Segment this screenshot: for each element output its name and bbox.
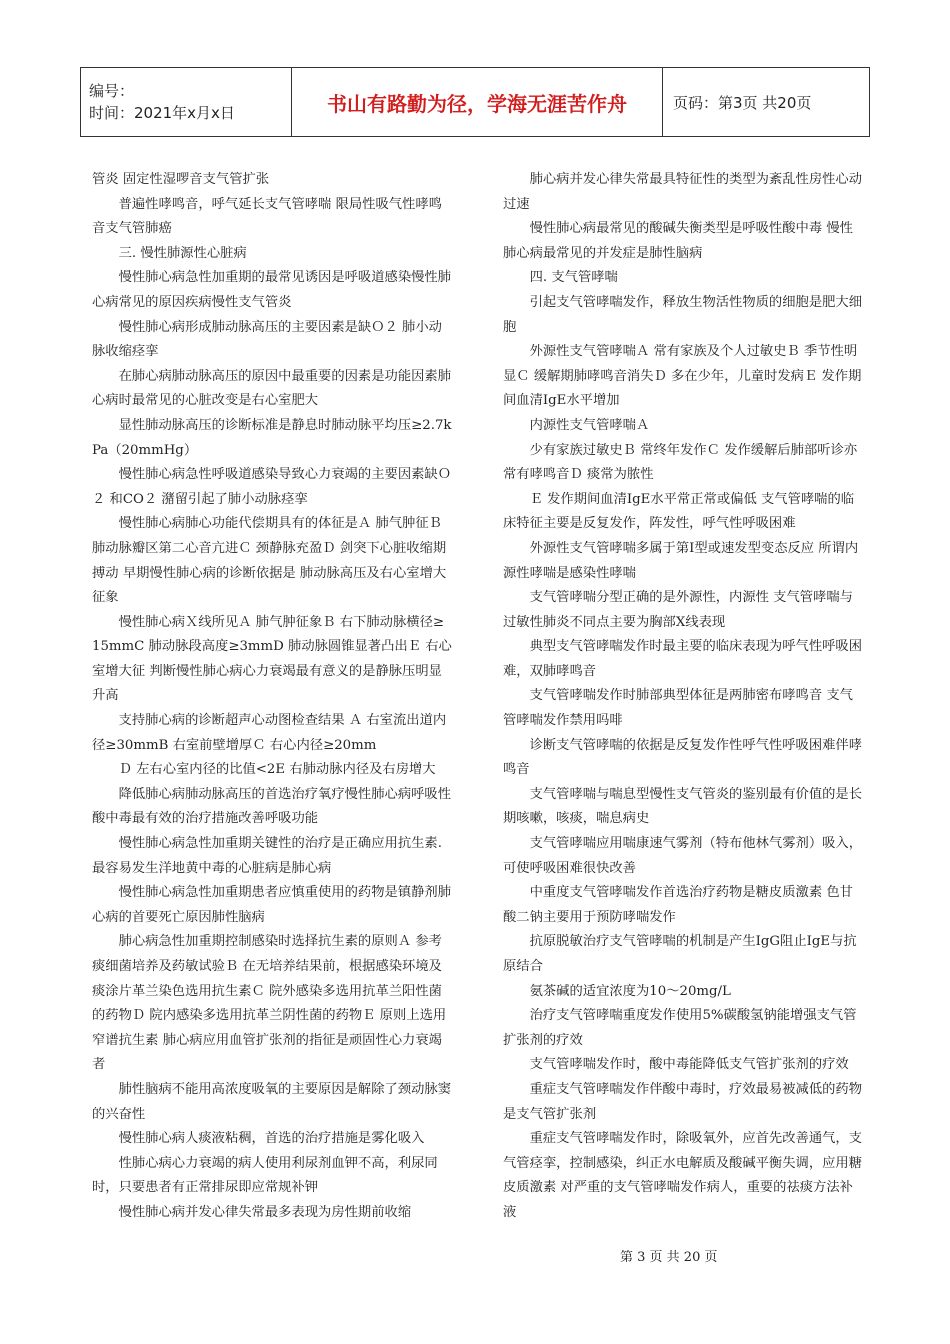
paragraph: 慢性肺心病最常见的酸碱失衡类型是呼吸性酸中毒 慢性肺心病最常见的并发症是肺性脑病 [503,221,853,261]
paragraph: 慢性肺心病急性加重期关键性的治疗是正确应用抗生素.最容易发生洋地黄中毒的心脏病是肺心病 [92,836,442,876]
paragraph: 中重度支气管哮喘发作首选治疗药物是糖皮质激素 色甘酸二钠主要用于预防哮喘发作 [503,885,853,925]
paragraph: 慢性肺心病急性呼吸道感染导致心力衰竭的主要因素缺Ｏ２ 和CO２ 潴留引起了肺小动脉痉挛 [92,467,452,507]
paragraph: 重症支气管哮喘发作伴酸中毒时，疗效最易被减低的药物是支气管扩张剂 [503,1081,863,1122]
paragraph: 诊断支气管哮喘的依据是反复发作性呼气性呼吸困难伴哮鸣音 [503,737,863,778]
left-column [92,168,452,1226]
paragraph: 慢性肺心病Ｘ线所见Ａ 肺气肿征象Ｂ 右下肺动脉横径≥15mmC 肺动脉段高度≥3mmD 肺动脉圆锥显著凸出Ｅ 右心室增大征 判断慢性肺心病心力衰竭最有意义的是静脉压明显升高 [92,614,452,704]
paragraph: 慢性肺心病形成肺动脉高压的主要因素是缺Ｏ２ 肺小动脉收缩痉挛 [92,319,442,360]
paragraph: 四. 支气管哮喘 [529,270,618,286]
paragraph: 治疗支气管哮喘重度发作使用5%碳酸氢钠能增强支气管扩张剂的疗效 [503,1008,857,1048]
paragraph: 慢性肺心病肺心功能代偿期具有的体征是Ａ 肺气肿征Ｂ 肺动脉瓣区第二心音亢进Ｃ 颈静脉充盈Ｄ 剑突下心脏收缩期搏动 早期慢性肺心病的诊断依据是 肺动脉高压及右心室增大征象 [92,516,447,606]
page-footer: 第 3 页 共 20 页 [620,1250,718,1265]
paragraph: 支气管哮喘分型正确的是外源性，内源性 支气管哮喘与过敏性肺炎不同点主要为胸部X线表现 [503,590,853,630]
header-meta [81,68,292,137]
paragraph: 少有家族过敏史Ｂ 常终年发作Ｃ 发作缓解后肺部听诊亦常有哮鸣音Ｄ 痰常为脓性 [503,442,858,483]
paragraph: 降低肺心病肺动脉高压的首选治疗氧疗慢性肺心病呼吸性酸中毒最有效的治疗措施改善呼吸功能 [92,786,452,827]
paragraph: 支气管哮喘应用喘康速气雾剂（特布他林气雾剂）吸入，可使呼吸困难很快改善 [503,836,863,876]
paragraph: 肺心病并发心律失常最具特征性的类型为紊乱性房性心动过速 [503,172,863,212]
paragraph: 慢性肺心病人痰液粘稠，首选的治疗措施是雾化吸入 [118,1131,425,1147]
paragraph: 慢性肺心病急性加重期的最常见诱因是呼吸道感染慢性肺心病常见的原因疾病慢性支气管炎 [92,270,452,310]
right-column [503,168,863,1226]
paragraph: 慢性肺心病并发心律失常最多表现为房性期前收缩 [118,1204,412,1220]
paragraph: 性肺心病心力衰竭的病人使用利尿剂血钾不高，利尿同时，只要患者有正常排尿即应常规补钾 [92,1155,438,1196]
paragraph: 外源性支气管哮喘多属于第Ⅰ型或速发型变态反应 所谓内源性哮喘是感染性哮喘 [503,540,859,581]
time-label: 时间：2021年x月x日 [89,104,235,122]
paragraph: 肺性脑病不能用高浓度吸氧的主要原因是解除了颈动脉窦的兴奋性 [92,1081,452,1122]
page-label: 页码：第3页 共20页 [663,68,870,137]
paragraph: 重症支气管哮喘发作时，除吸氧外，应首先改善通气，支气管痉挛，控制感染，纠正水电解质及酸碱平衡失调，应用糖皮质激素 对严重的支气管哮喘发作病人，重要的祛痰方法补液 [503,1131,863,1220]
paragraph: 管炎 固定性湿啰音支气管扩张 [92,172,270,187]
paragraph: 抗原脱敏治疗支气管哮喘的机制是产生IgG阻止IgE与抗原结合 [503,934,857,974]
paragraph: 支气管哮喘发作时，酸中毒能降低支气管扩张剂的疗效 [529,1057,849,1073]
paragraph: 支气管哮喘发作时肺部典型体征是两肺密布哮鸣音 支气管哮喘发作禁用吗啡 [503,688,853,729]
paragraph: 肺心病急性加重期控制感染时选择抗生素的原则Ａ 参考痰细菌培养及药敏试验Ｂ 在无培养结果前，根据感染环境及痰涂片革兰染色选用抗生素Ｃ 院外感染多选用抗革兰阳性菌的药物Ｄ 院内感染多选用抗革兰阴性菌的药物Ｅ 原则上选用窄谱抗生素 肺心病应用血管扩张剂的指征是顽固性心力衰竭者 [92,934,447,1073]
paragraph: 外源性支气管哮喘Ａ 常有家族及个人过敏史Ｂ 季节性明显Ｃ 缓解期肺哮鸣音消失Ｄ 多在少年，儿童时发病Ｅ 发作期间血清IgE水平增加 [503,344,862,409]
paragraph: Ｅ 发作期间血清IgE水平常正常或偏低 支气管哮喘的临床特征主要是反复发作，阵发性，呼气性呼吸困难 [503,491,855,532]
paragraph: 引起支气管哮喘发作，释放生物活性物质的细胞是肥大细胞 [503,294,863,335]
paragraph: 内源性支气管哮喘Ａ [529,417,650,433]
paragraph: 慢性肺心病急性加重期患者应慎重使用的药物是镇静剂肺心病的首要死亡原因肺性脑病 [92,885,452,925]
document-header [80,67,870,137]
paragraph: 典型支气管哮喘发作时最主要的临床表现为呼气性呼吸困难，双肺哮鸣音 [503,639,863,679]
number-label: 编号： [89,82,135,100]
paragraph: 三. 慢性肺源性心脏病 [118,245,247,261]
paragraph: 支持肺心病的诊断超声心动图检查结果 Ａ 右室流出道内径≥30mmB 右室前壁增厚Ｃ 右心内径≥20mm [92,713,447,753]
paragraph: 在肺心病肺动脉高压的原因中最重要的因素是功能因素肺心病时最常见的心脏改变是右心室肥大 [92,368,452,409]
paragraph: 支气管哮喘与喘息型慢性支气管炎的鉴别最有价值的是长期咳嗽，咳痰，喘息病史 [503,786,863,827]
paragraph: Ｄ 左右心室内径的比值<2E 右肺动脉内径及右房增大 [118,762,436,778]
paragraph: 普遍性哮鸣音，呼气延长支气管哮喘 限局性吸气性哮鸣音支气管肺癌 [92,196,442,237]
paragraph: 显性肺动脉高压的诊断标准是静息时肺动脉平均压≥2.7kPa（20mmHg） [92,417,452,458]
motto: 书山有路勤为径，学海无涯苦作舟 [292,68,663,137]
paragraph: 氨茶碱的适宜浓度为10～20mg/L [529,983,731,999]
